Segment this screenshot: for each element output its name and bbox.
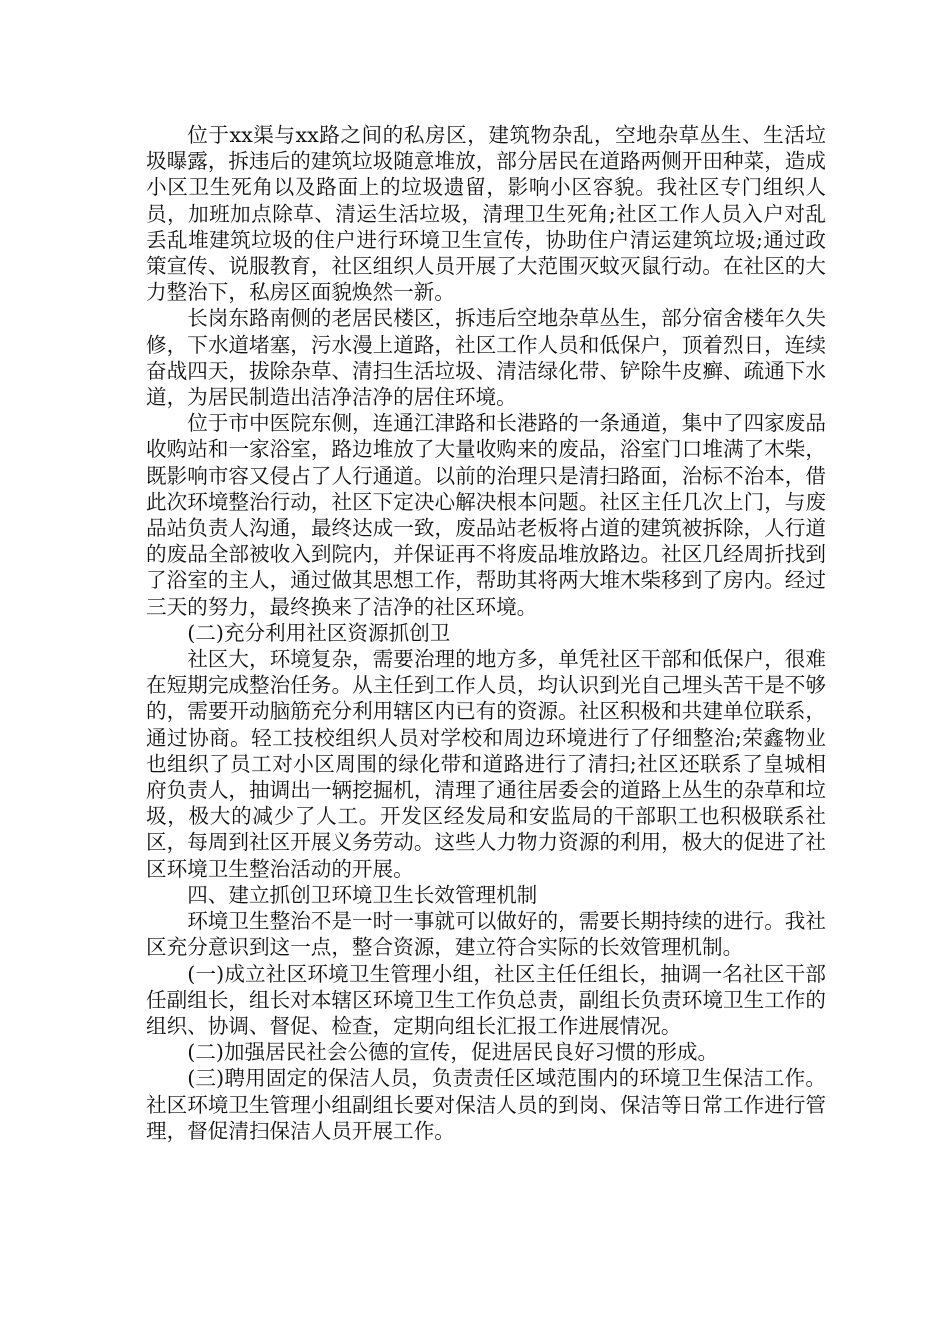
paragraph-old-residential: 长岗东路南侧的老居民楼区，拆违后空地杂草丛生，部分宿舍楼年久失修，下水道堵塞，污水漫上道路，社区工作人员和低保户，顶着烈日，连续奋战四天，拔除杂草、清扫生活垃圾、清洁绿化带、铲除牛皮癣、疏通下水道，为居民制造出洁净洁净的居住环境。 — [146, 306, 826, 410]
paragraph-community-resources: 社区大，环境复杂，需要治理的地方多，单凭社区干部和低保户，很难在短期完成整治任务。从主任到工作人员，均认识到光自己埋头苦干是不够的，需要开动脑筋充分利用辖区内已有的资源。社区积极和共建单位联系，通过协商。轻工技校组织人员对学校和周边环境进行了仔细整治;荣鑫物业也组织了员工对小区周围的绿化带和道路进行了清扫;社区还联系了皇城相府负责人，抽调出一辆挖掘机，清理了通往居委会的道路上丛生的杂草和垃圾，极大的减少了人工。开发区经发局和安监局的干部职工也积极联系社区，每周到社区开展义务劳动。这些人力物力资源的利用，极大的促进了社区环境卫生整治活动的开展。 — [146, 647, 826, 881]
paragraph-public-morality: (二)加强居民社会公德的宣传，促进居民良好习惯的形成。 — [187, 1040, 719, 1065]
paragraph-management-group: (一)成立社区环境卫生管理小组，社区主任任组长，抽调一名社区干部任副组长，组长对本辖区环境卫生工作负总责，副组长负责环境卫生工作的组织、协调、督促、检查，定期向组长汇报工作进展情况。 — [146, 961, 826, 1038]
paragraph-passage-cleanup: 位于市中医院东侧，连通江津路和长港路的一条通道，集中了四家废品收购站和一家浴室，路边堆放了大量收购来的废品，浴室门口堆满了木柴，既影响市容又侵占了人行通道。以前的治理只是清扫路面，治标不治本，借此次环境整治行动，社区下定决心解决根本问题。社区主任几次上门，与废品站负责人沟通，最终达成一致，废品站老板将占道的建筑被拆除，人行道的废品全部被收入到院内，并保证再不将废品堆放路边。社区几经周折找到了浴室的主人，通过做其思想工作，帮助其将两大堆木柴移到了房内。经过三天的努力，最终换来了洁净的社区环境。 — [146, 411, 826, 619]
paragraph-private-housing: 位于xx渠与xx路之间的私房区，建筑物杂乱，空地杂草丛生、生活垃圾曝露，拆违后的建筑垃圾随意堆放，部分居民在道路两侧开田种菜，造成小区卫生死角以及路面上的垃圾遗留，影响小区容貌。我社区专门组织人员，加班加点除草、清运生活垃圾，清理卫生死角;社区工作人员入户对乱丢乱堆建筑垃圾的住户进行环境卫生宣传，协助住户清运建筑垃圾;通过政策宣传、说服教育，社区组织人员开展了大范围灭蚊灭鼠行动。在社区的大力整治下，私房区面貌焕然一新。 — [146, 123, 826, 305]
paragraph-long-term-intro: 环境卫生整治不是一时一事就可以做好的，需要长期持续的进行。我社区充分意识到这一点，整合资源，建立符合实际的长效管理机制。 — [146, 909, 826, 960]
section-heading-long-term: 四、建立抓创卫环境卫生长效管理机制 — [187, 882, 538, 907]
document-body — [146, 122, 826, 1144]
paragraph-cleaning-staff: (三)聘用固定的保洁人员，负责责任区域范围内的环境卫生保洁工作。社区环境卫生管理小组副组长要对保洁人员的到岗、保洁等日常工作进行管理，督促清扫保洁人员开展工作。 — [146, 1066, 826, 1143]
section-heading-resources: (二)充分利用社区资源抓创卫 — [187, 620, 451, 645]
